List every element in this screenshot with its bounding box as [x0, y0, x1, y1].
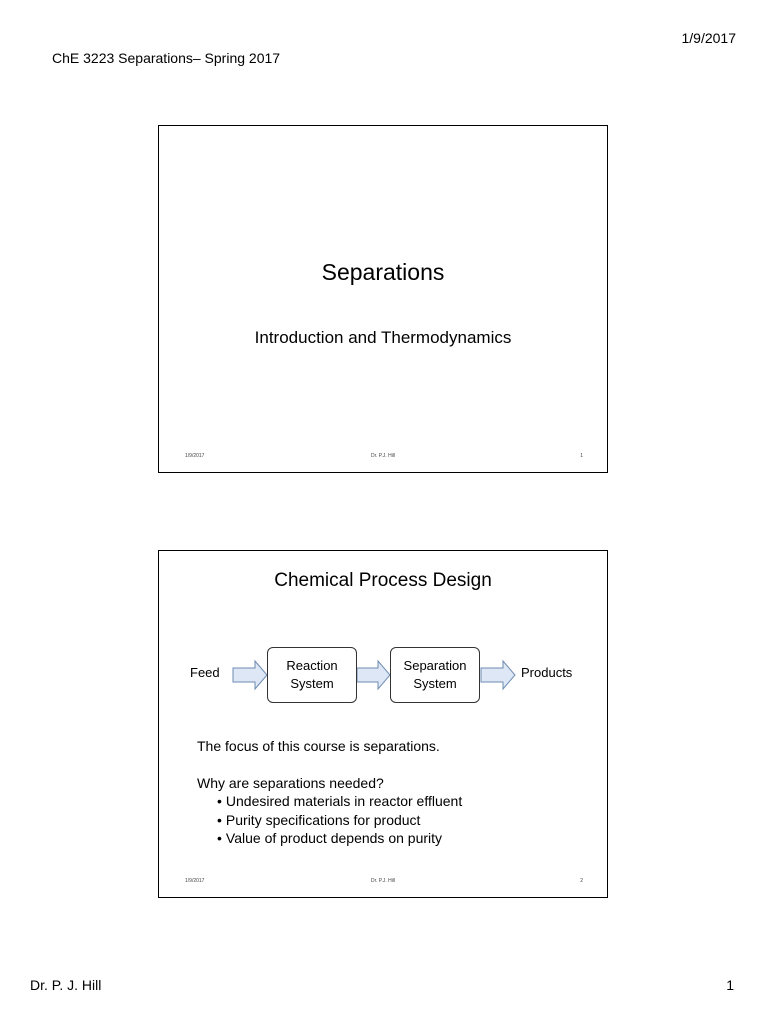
slide-1-title: Separations [321, 259, 445, 285]
slide-2-footer [159, 878, 607, 888]
reaction-box-line1: Reaction [286, 658, 338, 673]
products-label: Products [521, 665, 573, 680]
reaction-to-separation-arrow-icon [357, 661, 390, 689]
separation-to-products-arrow-icon [481, 661, 515, 689]
slide-1-footer-number: 1 [580, 453, 583, 459]
reaction-system-box [267, 647, 357, 703]
slide-1-footer-date: 1/9/2017 [185, 453, 205, 459]
list-item: • Value of product depends on purity [217, 829, 462, 848]
slide-2-footer-author: Dr. P.J. Hill [370, 878, 396, 884]
list-item: • Undesired materials in reactor effluent [217, 792, 462, 811]
slide-2 [158, 550, 608, 898]
slide-2-footer-date: 1/9/2017 [185, 878, 205, 884]
separation-box-line1: Separation [403, 658, 467, 673]
footer-page-number: 1 [726, 977, 734, 993]
feed-label: Feed [190, 665, 220, 680]
slide-2-footer-number: 2 [580, 878, 583, 884]
slide-2-title: Chemical Process Design [274, 570, 492, 591]
separation-system-box [390, 647, 480, 703]
footer-author: Dr. P. J. Hill [30, 977, 102, 993]
slide-1-footer [159, 453, 607, 463]
course-title: ChE 3223 Separations– Spring 2017 [52, 50, 281, 66]
separation-box-line2: System [413, 676, 457, 691]
slide-1 [158, 125, 608, 473]
question-text: Why are separations needed? [197, 774, 384, 791]
reasons-list [197, 792, 462, 848]
feed-arrow-icon [233, 661, 267, 689]
slide-2-body [197, 737, 462, 848]
slide-1-subtitle: Introduction and Thermodynamics [254, 328, 512, 347]
list-item: • Purity specifications for product [217, 811, 462, 830]
reaction-box-line2: System [290, 676, 334, 691]
slide-1-footer-author: Dr. P.J. Hill [370, 453, 396, 459]
spacer [197, 756, 462, 774]
page-date: 1/9/2017 [681, 30, 736, 46]
focus-statement: The focus of this course is separations. [197, 738, 440, 754]
